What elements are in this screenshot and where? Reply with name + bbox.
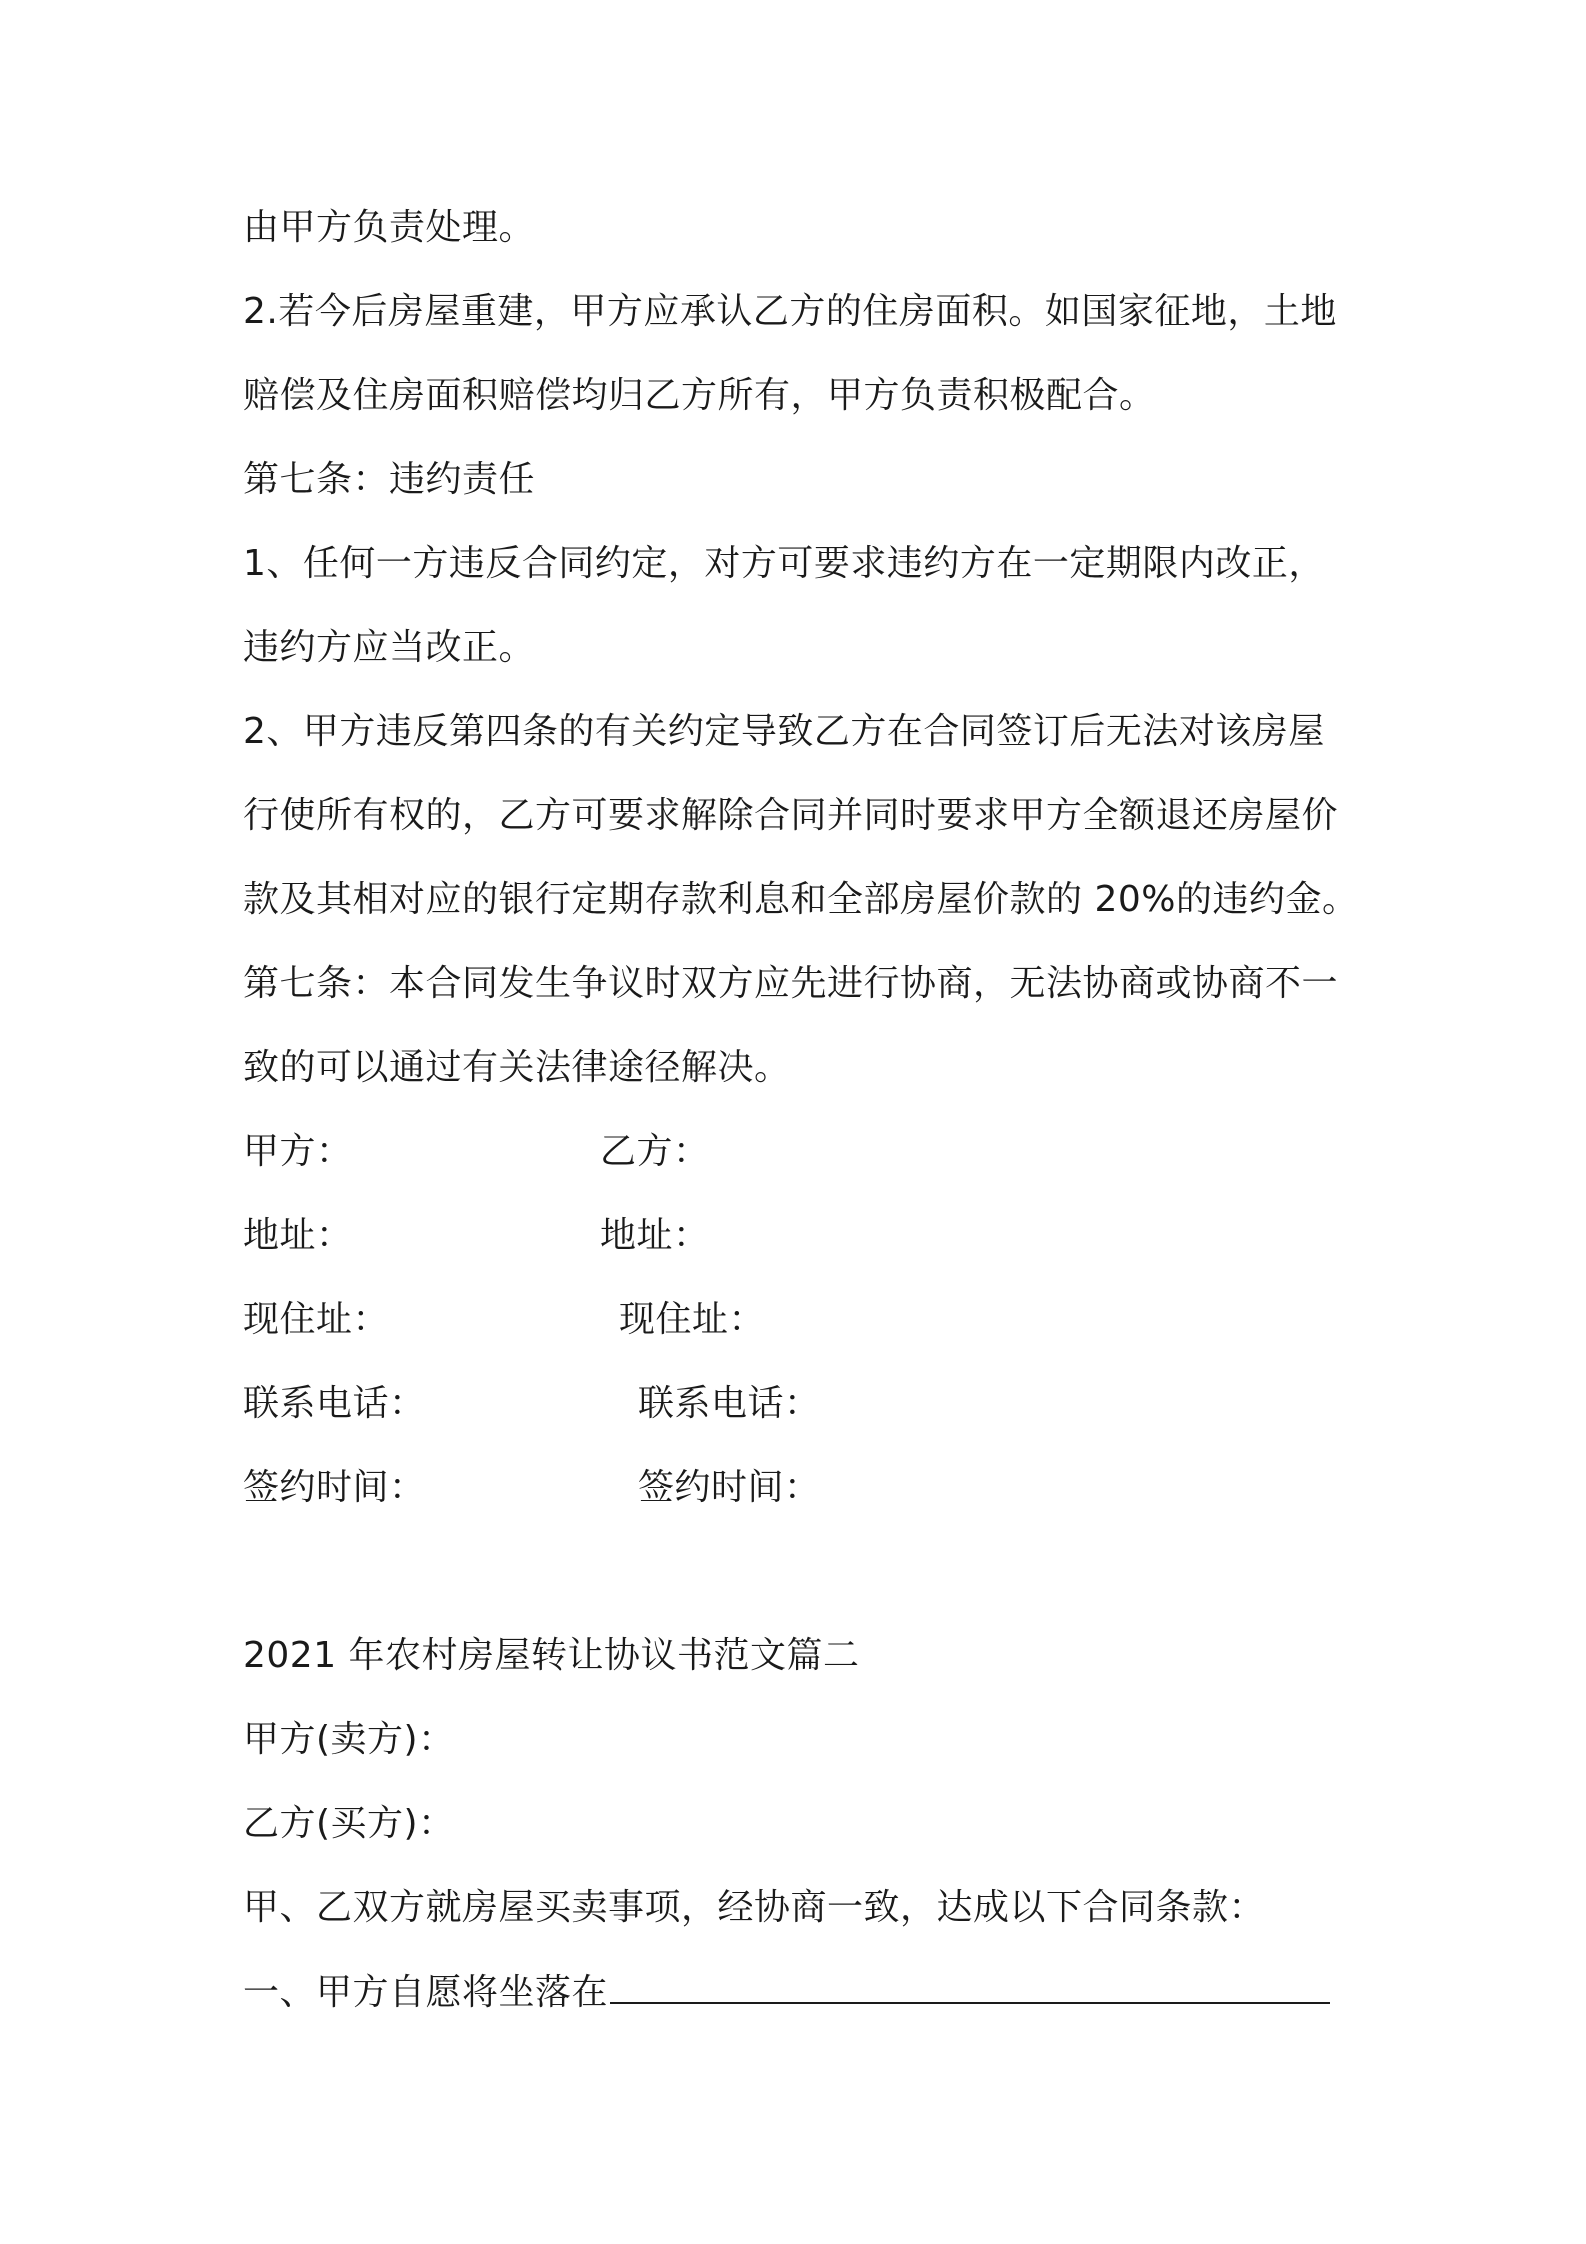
party-b-phone-label: 联系电话： (638, 1383, 821, 1424)
fill-in-blank (610, 1968, 1330, 2004)
party-a-current-address-label: 现住址： (243, 1299, 390, 1340)
paragraph-line: 致的可以通过有关法律途径解决。 (243, 1047, 791, 1088)
article-heading: 第七条：违约责任 (243, 459, 536, 500)
party-b-label: 乙方： (600, 1131, 710, 1172)
party-b-address-label: 地址： (600, 1215, 710, 1256)
paragraph-line: 行使所有权的，乙方可要求解除合同并同时要求甲方全额退还房屋价 (243, 795, 1339, 836)
intro-paragraph: 甲、乙双方就房屋买卖事项，经协商一致，达成以下合同条款： (243, 1887, 1266, 1928)
paragraph-line: 赔偿及住房面积赔偿均归乙方所有，甲方负责积极配合。 (243, 375, 1156, 416)
paragraph-line: 款及其相对应的银行定期存款利息和全部房屋价款的 20%的违约金。 (243, 879, 1359, 920)
seller-label: 甲方(卖方)： (243, 1719, 455, 1760)
clause-one-text: 一、甲方自愿将坐落在 (243, 1972, 609, 2013)
party-b-current-address-label: 现住址： (619, 1299, 766, 1340)
buyer-label: 乙方(买方)： (243, 1803, 455, 1844)
party-b-date-label: 签约时间： (638, 1467, 821, 1508)
section-title: 2021 年农村房屋转让协议书范文篇二 (243, 1635, 860, 1676)
paragraph-line: 2、甲方违反第四条的有关约定导致乙方在合同签订后无法对该房屋 (243, 711, 1325, 752)
paragraph-line: 由甲方负责处理。 (243, 207, 536, 248)
paragraph-line: 2.若今后房屋重建，甲方应承认乙方的住房面积。如国家征地，土地 (243, 291, 1337, 332)
party-a-label: 甲方： (243, 1131, 353, 1172)
party-a-address-label: 地址： (243, 1215, 353, 1256)
paragraph-line: 第七条：本合同发生争议时双方应先进行协商，无法协商或协商不一 (243, 963, 1339, 1004)
party-a-phone-label: 联系电话： (243, 1383, 426, 1424)
party-a-date-label: 签约时间： (243, 1467, 426, 1508)
paragraph-line: 1、任何一方违反合同约定，对方可要求违约方在一定期限内改正， (243, 543, 1325, 584)
paragraph-line: 违约方应当改正。 (243, 627, 536, 668)
clause-one (243, 1968, 1330, 2017)
